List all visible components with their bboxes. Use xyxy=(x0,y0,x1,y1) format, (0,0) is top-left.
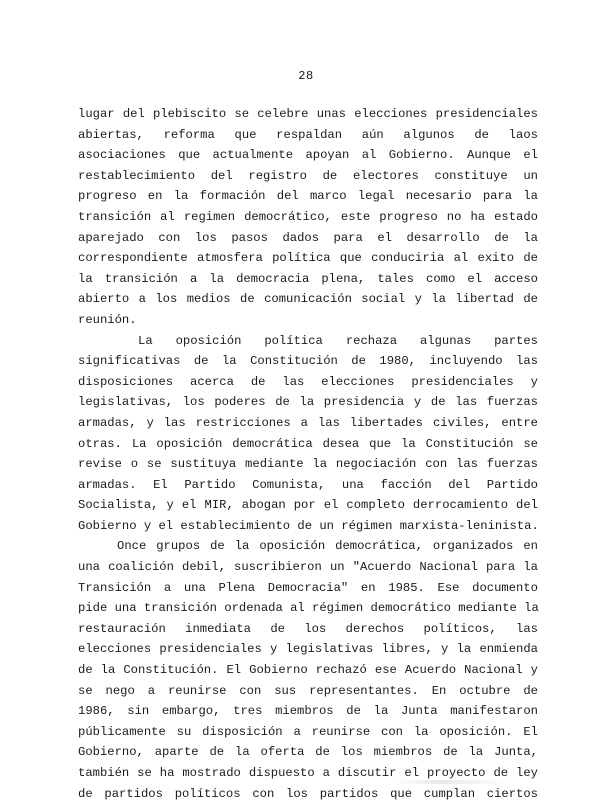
text-line: la transición a la democracia plena, tales como el acceso xyxy=(78,271,538,286)
text-line: aparejado con los pasos dados para el desarrollo de la xyxy=(78,230,538,245)
text-line: restablecimiento del registro de electores constituye un xyxy=(78,168,538,183)
text-line: también se ha mostrado dispuesto a discutir el proyecto de ley xyxy=(78,766,538,780)
text-line: Gobierno y el establecimiento de un régimen marxista-leninista. xyxy=(78,518,539,533)
text-line: armadas, y las restricciones a las libertades civiles, entre xyxy=(78,415,538,430)
text-line: restauración inmediata de los derechos políticos, las xyxy=(78,621,538,636)
text-line: abierto a los medios de comunicación social y la libertad de xyxy=(78,292,538,307)
text-line: 1986, sin embargo, tres miembros de la Junta manifestaron xyxy=(78,704,538,719)
text-line: se nego a reunirse con sus representantes. En octubre de xyxy=(78,683,538,698)
text-line: Transición a una Plena Democracia" en 1985. Ese documento xyxy=(78,580,538,595)
text-line: disposiciones acerca de las elecciones presidenciales y xyxy=(78,374,538,389)
text-line: lugar del plebiscito se celebre unas elecciones presidenciales xyxy=(78,107,538,121)
text-line: legislativas, los poderes de la presidencia y de las fuerzas xyxy=(78,395,538,410)
text-line: Socialista, y el MIR, abogan por el completo derrocamiento del xyxy=(78,498,538,513)
text-line: reunión. xyxy=(78,312,137,327)
text-line: transición al regimen democrático, este progreso no ha estado xyxy=(78,209,538,224)
text-line: significativas de la Constitución de 1980, incluyendo las xyxy=(78,354,538,369)
text-line: elecciones presidenciales y legislativas libres, y la enmienda xyxy=(78,642,538,657)
text-line: Gobierno, aparte de la oferta de los miembros de la Junta, xyxy=(78,745,538,760)
text-line: asociaciones que actualmente apoyan al Gobierno. Aunque el xyxy=(78,148,538,163)
text-line: La oposición política rechaza algunas partes xyxy=(138,333,538,348)
text-line: otras. La oposición democrática desea que la Constitución se xyxy=(78,436,538,451)
text-line: progreso en la formación del marco legal necesario para la xyxy=(78,189,538,204)
text-line: de partidos políticos con los partidos que cumplan ciertos xyxy=(78,786,538,801)
paragraph-3 xyxy=(78,536,538,804)
text-line: públicamente su disposición a reunirse con la oposición. El xyxy=(78,724,538,739)
page-number: 28 xyxy=(298,69,314,83)
text-line: pide una transición ordenada al régimen democrático mediante la xyxy=(78,601,539,616)
text-line: revise o se sustituya mediante la negociación con las fuerzas xyxy=(78,457,538,472)
text-line: una coalición debil, suscribieron un "Acuerdo Nacional para la xyxy=(78,560,538,575)
paragraph-1 xyxy=(78,104,538,331)
text-line: Once grupos de la oposición democrática, organizados en xyxy=(117,539,538,554)
paragraph-2 xyxy=(78,331,538,537)
text-line: abiertas, reforma que respaldan aún algunos de laos xyxy=(78,127,538,142)
scan-artifact xyxy=(392,780,512,784)
body-text xyxy=(78,104,538,804)
text-line: correspondiente atmosfera política que conduciria al exito de xyxy=(78,251,538,266)
text-line: de la Constitución. El Gobierno rechazó ese Acuerdo Nacional y xyxy=(78,663,538,678)
text-line: armadas. El Partido Comunista, una facción del Partido xyxy=(78,477,538,492)
